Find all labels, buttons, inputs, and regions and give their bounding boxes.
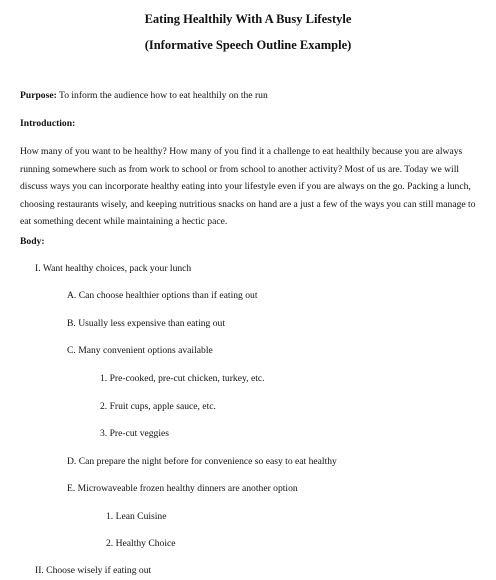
purpose-line bbox=[20, 89, 268, 102]
outline-item: 1. Lean Cuisine bbox=[106, 511, 167, 522]
outline-item: I. Want healthy choices, pack your lunch bbox=[35, 263, 192, 274]
document-subtitle: (Informative Speech Outline Example) bbox=[144, 38, 352, 52]
purpose-text: To inform the audience how to eat healthily on the run bbox=[56, 90, 268, 101]
purpose-label: Purpose: bbox=[20, 90, 57, 101]
introduction-heading: Introduction: bbox=[20, 118, 76, 129]
outline-item: 2. Fruit cups, apple sauce, etc. bbox=[100, 401, 216, 412]
outline-item: 2. Healthy Choice bbox=[106, 538, 176, 549]
outline-item: C. Many convenient options available bbox=[67, 345, 213, 356]
outline-item: 3. Pre-cut veggies bbox=[100, 428, 170, 439]
outline-item: A. Can choose healthier options than if eating out bbox=[67, 290, 258, 301]
outline-item: B. Usually less expensive than eating out bbox=[67, 318, 226, 329]
outline-item: D. Can prepare the night before for convenience so easy to eat healthy bbox=[67, 456, 337, 467]
body-heading: Body: bbox=[20, 236, 45, 247]
introduction-paragraph: How many of you want to be healthy? How many of you find it a challenge to eat healthily because you are always running somewhere such as from work to school or from school to another activity? Most of us are. Today we will discuss ways you can incorporate healthy eating into your lifestyle even if you are always on the go. Packing a lunch, choosing restaurants wisely, and keeping nutritious snacks on hand are a just a few of the ways you can still manage to eat something decent while maintaining a hectic pace. bbox=[20, 146, 476, 227]
outline-item: II. Choose wisely if eating out bbox=[35, 565, 152, 576]
outline-item: E. Microwaveable frozen healthy dinners are another option bbox=[67, 483, 298, 494]
document-title: Eating Healthily With A Busy Lifestyle bbox=[144, 12, 352, 26]
outline-item: 1. Pre-cooked, pre-cut chicken, turkey, etc. bbox=[100, 373, 265, 384]
